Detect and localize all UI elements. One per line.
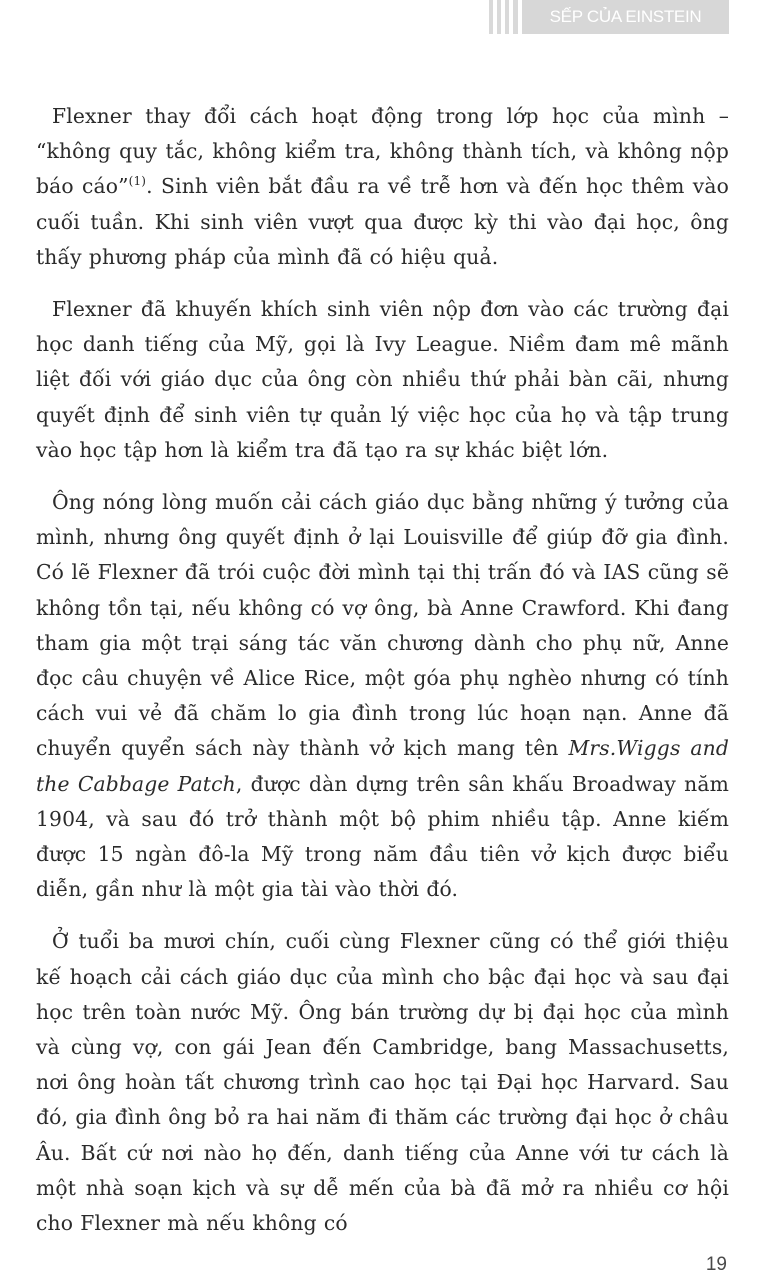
paragraph-2-text: Flexner đã khuyến khích sinh viên nộp đơn vào các trường đại học danh tiếng của Mỹ, gọi là Ivy League. Niềm đam mê mãnh liệt đối với giáo dục của ông còn nhiều thứ phải bàn cãi, nhưng quyết định để sinh viên tự quản lý việc học của họ và tập trung vào học tập hơn là kiểm tra đã tạo ra sự khác biệt lớn. (36, 297, 729, 462)
running-header-title: SẾP CỦA EINSTEIN (549, 7, 702, 26)
paragraph-3-text: Ông nóng lòng muốn cải cách giáo dục bằng những ý tưởng của mình, nhưng ông quyết định ở lại Louisville để giúp đỡ gia đình. Có lẽ Flexner đã trói cuộc đời mình tại thị trấn đó và IAS cũng sẽ không tồn tại, nếu không có vợ ông, bà Anne Crawford. Khi đang tham gia một trại sáng tác văn chương dành cho phụ nữ, Anne đọc câu chuyện về Alice Rice, một góa phụ nghèo nhưng có tính cách vui vẻ đã chăm lo gia đình trong lúc hoạn nạn. Anne đã chuyển quyển sách này thành vở kịch mang tên (36, 490, 729, 761)
paragraph-2 (36, 292, 729, 468)
paragraph-1-text: Flexner thay đổi cách hoạt động trong lớp học của mình – “không quy tắc, không kiểm tra, không thành tích, và không nộp báo cáo” (36, 104, 729, 199)
paragraph-4-text: Ở tuổi ba mươi chín, cuối cùng Flexner cũng có thể giới thiệu kế hoạch cải cách giáo dục của mình cho bậc đại học và sau đại học trên toàn nước Mỹ. Ông bán trường dự bị đại học của mình và cùng vợ, con gái Jean đến Cambridge, bang Massachusetts, nơi ông hoàn tất chương trình cao học tại Đại học Harvard. Sau đó, gia đình ông bỏ ra hai năm đi thăm các trường đại học ở châu Âu. Bất cứ nơi nào họ đến, danh tiếng của Anne với tư cách là một nhà soạn kịch và sự dễ mến của bà đã mở ra nhiều cơ hội cho Flexner mà nếu không có (36, 929, 729, 1236)
paragraph-3-text-cont: , được dàn dựng trên sân khấu Broadway năm 1904, và sau đó trở thành một bộ phim nhiều tập. Anne kiếm được 15 ngàn đô-la Mỹ trong năm đầu tiên vở kịch được biểu diễn, gần như là một gia tài vào thời đó. (36, 771, 729, 902)
paragraph-4 (36, 924, 729, 1241)
footnote-ref: (1) (128, 174, 147, 189)
paragraph-1 (36, 99, 729, 275)
running-header (522, 0, 729, 34)
book-title: Mrs.Wiggs and the Cabbage Patch (36, 736, 729, 796)
page-number: 19 (705, 1254, 727, 1275)
paragraph-3 (36, 485, 729, 907)
header-decoration-bars (489, 0, 519, 34)
page-body (36, 99, 729, 1258)
paragraph-1-text-cont: . Sinh viên bắt đầu ra về trễ hơn và đến học thêm vào cuối tuần. Khi sinh viên vượt qua được kỳ thi vào đại học, ông thấy phương pháp của mình đã có hiệu quả. (36, 174, 729, 269)
